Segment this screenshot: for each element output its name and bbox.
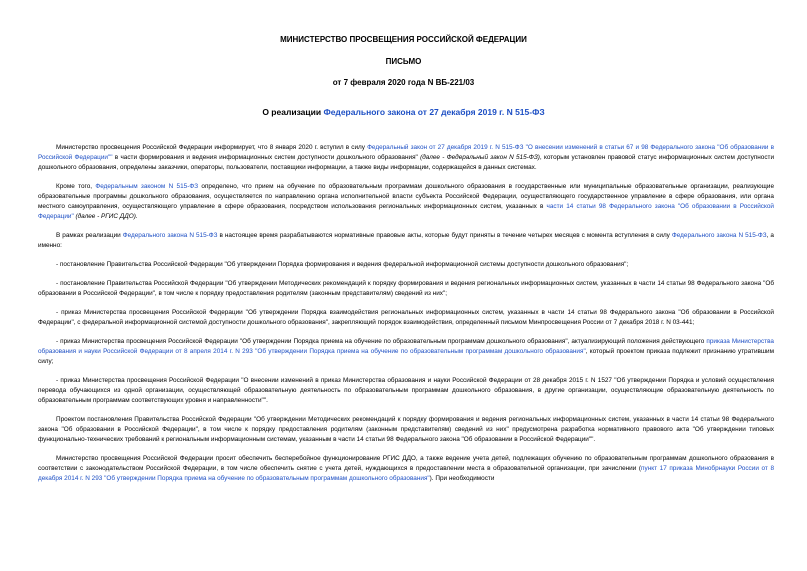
paragraph-text: Министерство просвещения Российской Федерации информирует, что 8 января 2020 г. вступил в силу [56,144,368,151]
paragraph-text: ). При необходимости [429,475,495,482]
list-item: - постановление Правительства Российской Федерации "Об утверждении Методических рекомендаций к порядку формирования и ведения региональных информационных систем, указанных в части 14 статьи 98 Федерального закона "Об образовании в Российской Федерации", в том числе к порядку предоставления родителям (законным представителям) сведений из них"; [38,280,774,297]
list-item: - приказ Министерства просвещения Российской Федерации "Об утверждении Порядка взаимодействия региональных информационных систем, указанных в части 14 статьи 98 Федерального закона "Об образовании в Российской Федерации", с федеральной информационной системой доступности дошкольного образования", закрепляющий порядок взаимодействия, определенный письмом Минпросвещения России от 7 декабря 2018 г. N 03-441; [38,309,774,326]
paragraph-request [38,454,774,484]
paragraph-text: в части формирования и ведения информационных систем доступности дошкольного образования" [112,154,421,161]
paragraph-italic-text: (далее - РГИС ДДО). [73,213,138,220]
paragraph-admission [38,182,774,222]
letter-body [38,143,774,493]
subject-prefix: О реализации [262,107,324,117]
list-item: - постановление Правительства Российской Федерации "Об утверждении Порядка формирования и ведения федеральной информационной системы доступности дошкольного образования"; [56,261,629,268]
paragraph-text: , который проектом приказа подлежит признанию утратившим силу; [38,348,774,365]
paragraph-text: Кроме того, [56,183,96,190]
list-item [38,337,774,367]
document-type-heading: ПИСЬМО [385,57,422,66]
paragraph-text: - приказ Министерства просвещения Российской Федерации "Об утверждении Порядка приема на обучение по образовательным программам дошкольного образования", актуализирующий положения действующего [56,338,707,345]
paragraph-text: , а именно: [38,232,774,249]
paragraph-text: В рамках реализации [56,232,123,239]
list-item: - приказ Министерства просвещения Российской Федерации "О внесении изменений в приказ Министерства образования и науки Российской Федерации от 28 декабря 2015 г. N 1527 "Об утверждении Порядка и условий осуществления перевода обучающихся из одной организации, осуществляющей образовательную деятельность по образовательным программам дошкольного образования, в другие организации, осуществляющие образовательную деятельность по образовательным программам соответствующих уровня и направленности"". [38,377,774,404]
paragraph-text: Министерство просвещения Российской Федерации просит обеспечить бесперебойное функционирование РГИС ДДО, а также ведение учета детей, подлежащих обучению по образовательным программам дошкольного образования в соответствии с законодательством Российской Федерации, в том числе обеспечить снятие с учета детей, нуждающихся в предоставлении места в образовательной организации, при зачислении ( [38,455,774,472]
paragraph-intro [38,143,774,173]
order-293-point-17-link[interactable]: пункт 17 приказа Минобрнауки России от 8 декабря 2014 г. N 293 "Об утверждении Порядка приема на обучение по образовательным программам дошкольного образования" [38,465,774,482]
paragraph-text: в настоящее время разрабатываются нормативные правовые акты, которые будут приняты в течение четырех месяцев с момента вступления в силу [217,232,672,239]
law-515-link[interactable]: Федеральным законом N 515-ФЗ [95,183,199,190]
paragraph-italic-text: (далее - Федеральный закон N 515-ФЗ) [420,154,540,161]
article-98-link[interactable]: части 14 статьи 98 Федерального закона "Об образовании в Российской Федерации" [38,203,774,220]
document-subject [0,107,807,117]
law-515-link[interactable]: Федерального закона N 515-ФЗ [671,232,767,239]
ministry-heading: МИНИСТЕРСТВО ПРОСВЕЩЕНИЯ РОССИЙСКОЙ ФЕДЕРАЦИИ [280,35,527,44]
law-515-full-link[interactable]: Федеральный закон от 27 декабря 2019 г. N 515-ФЗ "О внесении изменений в статьи 67 и 98 Федерального закона "Об образовании в Российской Федерации"" [38,144,774,161]
document-date-number: от 7 февраля 2020 года N ВБ-221/03 [332,78,475,87]
paragraph-acts-intro [38,231,774,251]
paragraph-requirements: Проектом постановления Правительства Российской Федерации "Об утверждении Методических рекомендаций к порядку формирования и ведения региональных информационных систем, указанных в части 14 статьи 98 Федерального закона "Об образовании в Российской Федерации", в том числе к порядку предоставления родителям (законным представителям) сведений из них" предусмотрена разработка нормативного правового акта "Об утверждении типовых функционально-технических требований к региональным информационным системам, указанным в части 14 статьи 98 Федерального закона "Об образовании в Российской Федерации"". [38,416,774,443]
law-515-link[interactable]: Федерального закона N 515-ФЗ [122,232,218,239]
paragraph-text: , которым установлен правовой статус информационных систем доступности дошкольного образования, определены заказчики, операторы, пользователи, поставщики информации, а также виды информации, содержащейся в данных системах. [38,154,775,171]
paragraph-text: определено, что прием на обучение по образовательным программам дошкольного образования в государственные или муниципальные образовательные организации, реализующие образовательные программы дошкольного образования, осуществляется по направлению органа исполнительной власти субъекта Российской Федерации, осуществляющего государственное управление в сфере образования, или органа местного самоуправления, осуществляющего управление в сфере образования, посредством использования региональных информационных систем, указанных в [38,183,774,210]
order-293-link[interactable]: приказа Министерства образования и науки Российской Федерации от 8 апреля 2014 г. N 293 "Об утверждении Порядка приема на обучение по образовательным программам дошкольного образования" [38,338,774,355]
law-515-link[interactable]: Федерального закона от 27 декабря 2019 г. N 515-ФЗ [323,107,545,117]
